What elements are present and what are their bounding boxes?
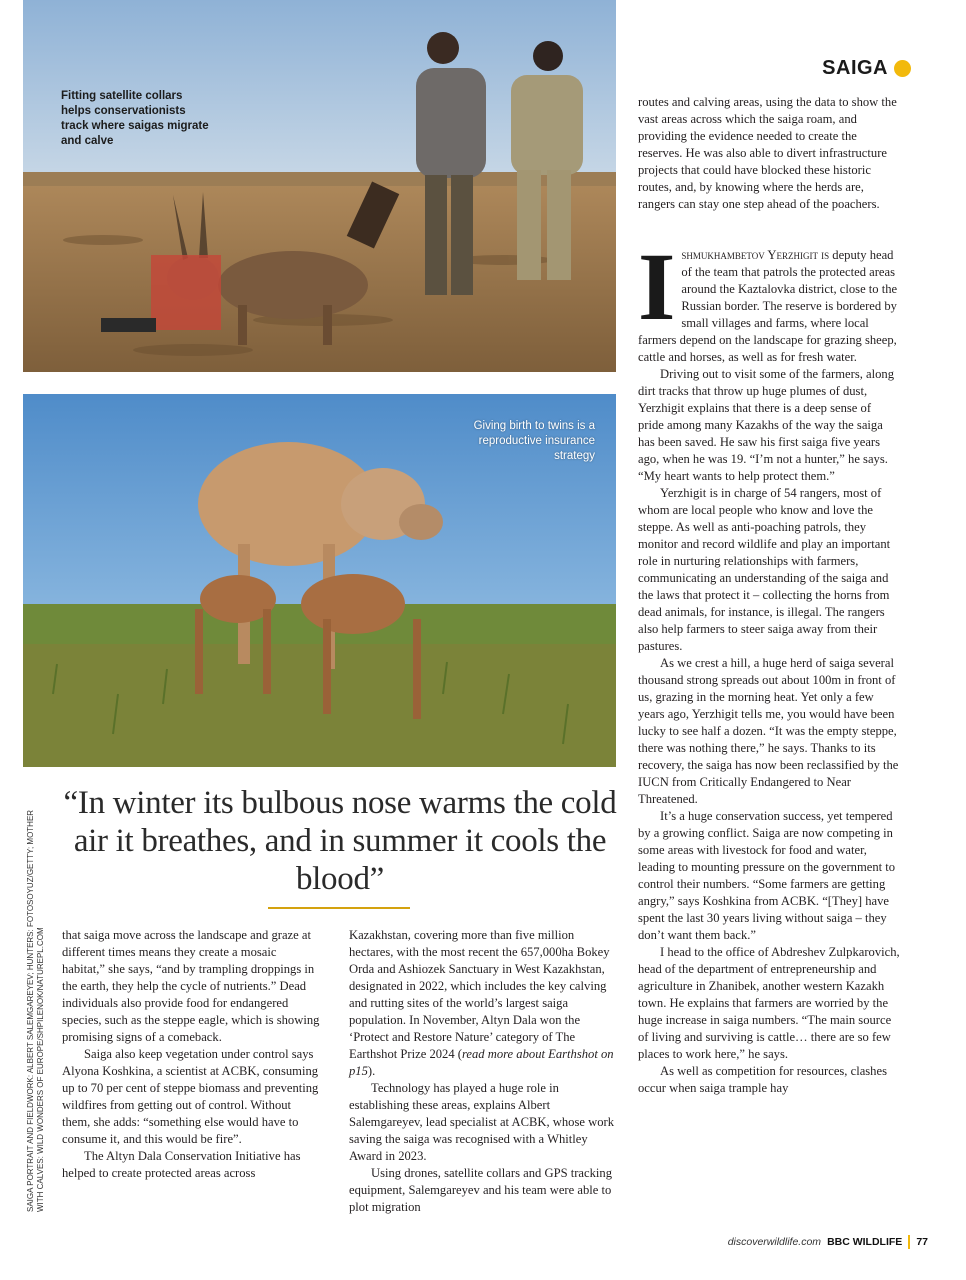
body-paragraph: As well as competition for resources, clashes occur when saiga trample hay: [638, 1064, 887, 1095]
body-column-2: [349, 927, 617, 1216]
body-paragraph: Yerzhigit is in charge of 54 rangers, most of whom are local people who know and love the steppe. As well as anti-poaching patrols, they monitor and record wildlife and play an important role in nurturing relationships with farmers, communicating an understanding of the saiga and the laws that protect it – collecting the horns from dead animals, for instance, is illegal. The rangers also help farmers to steer saiga away from their pastures.: [638, 486, 891, 653]
body-paragraph: Driving out to visit some of the farmers, along dirt tracks that throw up huge plumes of dust, Yerzhigit explains that there is a deep sense of pride among many Kazakhs of the way the saiga has been saved. He saw his first saiga five years ago, when he was 19. “I’m not a hunter,” he says. “My heart wants to help protect them.”: [638, 367, 894, 483]
body-paragraph: Saiga also keep vegetation under control says Alyona Koshkina, a scientist at ACBK, consuming up to 70 per cent of steppe biomass and preventing wildfires from getting out of control. Without them, she adds: “something else would have to consume it, and this would be fire”.: [62, 1047, 319, 1146]
body-paragraph: As we crest a hill, a huge herd of saiga several thousand strong spreads out about 100m in front of us, grazing in the morning heat. Yet only a few years ago, Yerzhigit tells me, you would have been lucky to see half a dozen. “It was the empty steppe, there was nothing there,” he says. Thanks to its recovery, the saiga has now been reclassified by the IUCN from Critically Endangered to Near Threatened.: [638, 656, 899, 806]
photo-caption-collars: Fitting satellite collars helps conservationists track where saigas migrate and calve: [61, 90, 209, 147]
photo-credit: SAIGA PORTRAIT AND FIELDWORK: ALBERT SALEMGAREYEV; HUNTERS: FOTOSOYUZ/GETTY; MOTHER WITH CALVES: WILD WONDERS OF EUROPE/SHPILENOK/NATUREPL.COM: [26, 809, 45, 1212]
body-paragraph: [638, 233, 900, 366]
body-paragraph: that saiga move across the landscape and graze at different times means they create a mosaic habitat,” she says, “and by trampling droppings in the earth, they help the cycle of nutrients.” Dead individuals also provide food for endangered species, such as the steppe eagle, which is showing promising signs of a comeback.: [62, 928, 320, 1044]
section-tag: [822, 57, 911, 80]
photo-collar-fitting: [23, 0, 616, 372]
body-paragraph: Technology has played a huge role in establishing these areas, explains Albert Salemgareyev, lead specialist at ACBK, whose work saving the saiga was recognised with a Whitley Award in 2023.: [349, 1081, 614, 1163]
text-run: ).: [367, 1064, 376, 1078]
page-footer: [728, 1235, 928, 1249]
steppe-scene-illustration: [23, 0, 616, 372]
body-column-3: [638, 233, 900, 1097]
body-paragraph: It’s a huge conservation success, yet tempered by a growing conflict. Saiga are now competing in some areas with livestock for food and water, leading to mounting pressure on the government to control their numbers. “Some farmers are getting angry,” says Koshkina from ACBK. “[They] have spent the last 30 years living without saiga – they don’t want them back.”: [638, 809, 896, 942]
body-column-1: [62, 927, 322, 1182]
body-column-3-top: [638, 94, 900, 213]
text-run: Kazakhstan, covering more than five million hectares, with the most recent the 657,000ha Bokey Orda and Ashiozek Sanctuary in West Kazakhstan, designated in 2022, which includes the key calving and rutting sites of the world’s largest saiga population. In November, Altyn Dala won the ‘Protect and Restore Nature’ category of The Earthshot Prize 2024 (: [349, 928, 610, 1061]
body-paragraph: Using drones, satellite collars and GPS tracking equipment, Salemgareyev and his team were able to plot migration: [349, 1166, 612, 1214]
footer-magazine-name: BBC WILDLIFE: [827, 1236, 903, 1248]
drop-cap: I: [638, 233, 676, 340]
footer-divider: [908, 1235, 910, 1249]
section-label: SAIGA: [822, 57, 888, 79]
page-number: 77: [916, 1236, 928, 1248]
body-paragraph: [349, 927, 617, 1080]
quote-divider: [268, 907, 410, 909]
earthshot-reference: read more about Earthshot on p15: [349, 1047, 614, 1078]
body-paragraph: routes and calving areas, using the data to show the vast areas across which the saiga roam, and providing the evidence needed to create the reserves. He was also able to divert infrastructure projects that could have blocked these historic routes, and, by knowing where the herds are, rangers can stay one step ahead of the poachers.: [638, 95, 897, 211]
body-paragraph: I head to the office of Abdreshev Zulpkarovich, head of the department of entrepreneurship and agriculture in Zhanibek, another western Kazakh town. He explains that farmers are worried by the huge increase in saiga numbers. “The main source of living and surviving is cattle… there are so few places to work here,” he says.: [638, 945, 900, 1061]
footer-site-link[interactable]: discoverwildlife.com: [727, 1236, 822, 1248]
text-run: deputy head of the team that patrols the protected areas around the Kaztalovka district, close to the Russian border. The reserve is bordered by small villages and farms, where local farmers depend on the landscape for grazing sheep, cattle and horses, as well as for fresh water.: [638, 248, 898, 364]
body-paragraph: The Altyn Dala Conservation Initiative has helped to create protected areas across: [62, 1149, 301, 1180]
photo-caption-twins: Giving birth to twins is a reproductive insurance strategy: [473, 420, 595, 462]
pull-quote: “In winter its bulbous nose warms the cold air it breathes, and in summer it cools the blood”: [63, 785, 617, 897]
lead-in-smallcaps: shmukhambetov Yerzhigit is: [681, 248, 830, 262]
section-dot-icon: [894, 60, 911, 77]
